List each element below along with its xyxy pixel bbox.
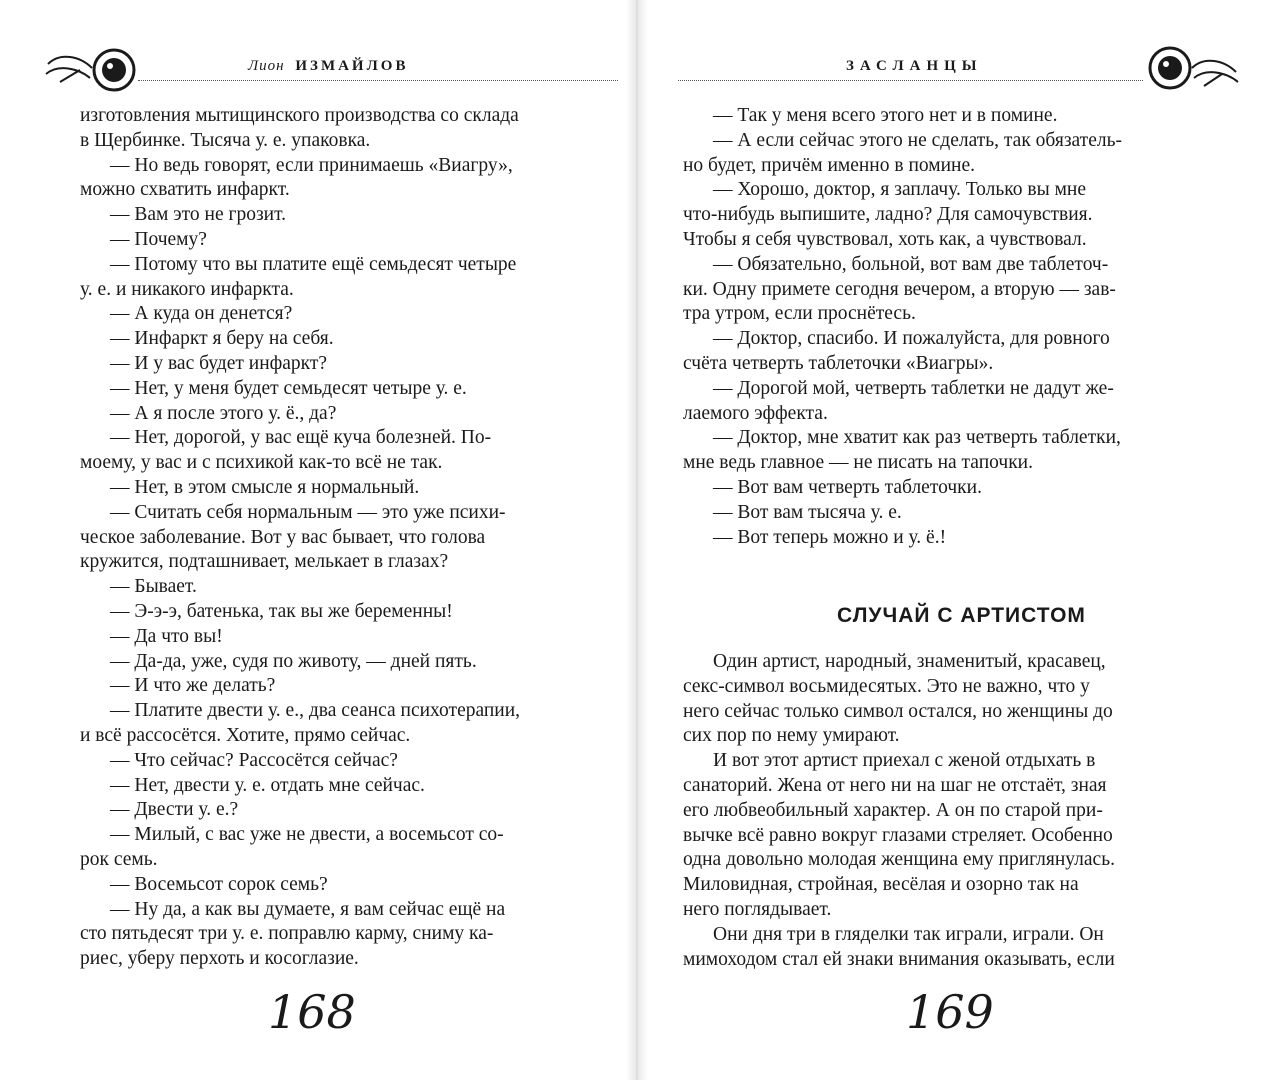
left-body-text (80, 104, 582, 972)
text-line: кружится, подташнивает, мелькает в глазах? (80, 551, 449, 573)
running-head-author (248, 58, 408, 82)
text-line: — Вот вам тысяча у. е. (713, 501, 902, 523)
running-head-title (846, 58, 983, 82)
text-line: и всё рассосётся. Хотите, прямо сейчас. (80, 724, 411, 746)
text-line: Чтобы я себя чувствовал, хоть как, а чувствовал. (683, 228, 1087, 250)
text-line: одна довольно молодая женщина ему приглянулась. (683, 849, 1115, 871)
text-line: счёта четверть таблеточки «Виагры». (683, 352, 994, 374)
text-line: — Обязательно, больной, вот вам две таблеточ- (713, 253, 1109, 275)
text-line: ки. Одну примете сегодня вечером, а вторую — зав- (683, 278, 1116, 300)
book-gutter (626, 0, 648, 1080)
text-line: рок семь. (80, 848, 158, 870)
astronaut-emblem-icon (1134, 34, 1244, 104)
text-line: — А куда он денется? (110, 303, 293, 325)
text-line: — И у вас будет инфаркт? (110, 352, 328, 374)
text-line: него поглядывает. (683, 898, 832, 920)
text-line: в Щербинке. Тысяча у. е. упаковка. (80, 129, 371, 151)
book-title: ЗАСЛАНЦЫ (846, 58, 983, 74)
text-line: — Нет, в этом смысле я нормальный. (110, 476, 420, 498)
text-line: мимоходом стал ей знаки внимания оказывать, если (683, 948, 1115, 970)
text-line: — Вот теперь можно и у. ё.! (713, 526, 947, 548)
text-line: можно схватить инфаркт. (80, 179, 290, 201)
text-line: вычке всё равно вокруг глазами стреляет. Особенно (683, 824, 1113, 846)
text-line: — Платите двести у. е., два сеанса психотерапии, (110, 700, 521, 722)
text-line: но будет, причём именно в помине. (683, 154, 976, 176)
header-dotted-rule (138, 80, 618, 81)
text-line: — Считать себя нормальным — это уже психи- (110, 501, 506, 523)
text-line: секс-символ восьмидесятых. Это не важно, что у (683, 675, 1090, 697)
header-dotted-rule (678, 80, 1143, 81)
text-line: — Инфаркт я беру на себя. (110, 328, 334, 350)
chapter-heading: СЛУЧАЙ С АРТИСТОМ (837, 604, 1086, 627)
text-line: — Да-да, уже, судя по животу, — дней пять. (110, 650, 477, 672)
text-line: — И что же делать? (110, 675, 276, 697)
text-line: — Двести у. е.? (110, 799, 239, 821)
left-page (0, 0, 626, 1080)
right-page (648, 0, 1275, 1080)
text-line: — Нет, дорогой, у вас ещё куча болезней. По- (110, 427, 492, 449)
text-line: ческое заболевание. Вот у вас бывает, что голова (80, 526, 486, 548)
text-line: мне ведь главное — не писать на тапочки. (683, 452, 1033, 474)
text-line: — Почему? (110, 228, 207, 250)
text-line: — Ну да, а как вы думаете, я вам сейчас ещё на (110, 898, 506, 920)
text-line: него сейчас только символ остался, но женщины до (683, 700, 1113, 722)
text-line: — Восемьсот сорок семь? (110, 873, 328, 895)
text-line: — Доктор, спасибо. И пожалуйста, для ровного (713, 328, 1110, 350)
text-line: — Вот вам четверть таблеточки. (713, 476, 982, 498)
text-line: — Так у меня всего этого нет и в помине. (713, 105, 1058, 126)
text-line: — Дорогой мой, четверть таблетки не дадут же- (713, 377, 1114, 399)
chapter-body-text (683, 650, 1185, 972)
author-first-name: Лион (248, 58, 285, 74)
text-line: санаторий. Жена от него ни на шаг не отстаёт, зная (683, 774, 1107, 796)
text-line: — Хорошо, доктор, я заплачу. Только вы мне (713, 179, 1087, 201)
text-line: Они дня три в гляделки так играли, играли. Он (713, 923, 1104, 945)
text-line: тра утром, если проснётесь. (683, 303, 916, 325)
text-line: изготовления мытищинского производства со склада (80, 105, 519, 126)
text-line: И вот этот артист приехал с женой отдыхать в (713, 750, 1096, 772)
text-line: моему, у вас и с психикой как-то всё не так. (80, 452, 443, 474)
text-line: Один артист, народный, знаменитый, красавец, (713, 651, 1106, 672)
text-line: сих пор по нему умирают. (683, 725, 900, 747)
text-line: что-нибудь выпишите, ладно? Для самочувствия. (683, 204, 1093, 226)
text-line: — Что сейчас? Рассосётся сейчас? (110, 749, 398, 771)
text-line: риес, уберу перхоть и косоглазие. (80, 948, 359, 970)
text-line: Миловидная, стройная, весёлая и озорно так на (683, 874, 1079, 896)
text-line: у. е. и никакого инфаркта. (80, 278, 294, 300)
astronaut-emblem-icon (40, 34, 150, 104)
text-line: сто пятьдесят три у. е. поправлю карму, сниму ка- (80, 923, 494, 945)
text-line: его любвеобильный характер. А он по старой при- (683, 799, 1103, 821)
text-line: — Потому что вы платите ещё семьдесят четыре (110, 253, 517, 275)
text-line: — А я после этого у. ё., да? (110, 402, 337, 424)
text-line: — А если сейчас этого не сделать, так обязатель- (713, 129, 1122, 151)
page-number: 168 (268, 985, 356, 1039)
text-line: — Да что вы! (110, 625, 223, 647)
text-line: — Но ведь говорят, если принимаешь «Виагру», (110, 154, 513, 176)
text-line: лаемого эффекта. (683, 402, 828, 424)
page-number: 169 (906, 985, 994, 1039)
text-line: — Доктор, мне хватит как раз четверть таблетки, (713, 427, 1121, 449)
author-last-name: ИЗМАЙЛОВ (295, 58, 409, 74)
text-line: — Нет, двести у. е. отдать мне сейчас. (110, 774, 425, 796)
text-line: — Нет, у меня будет семьдесят четыре у. е. (110, 377, 467, 399)
right-body-text (683, 104, 1185, 550)
text-line: — Бывает. (110, 576, 197, 598)
text-line: — Э-э-э, батенька, так вы же беременны! (110, 600, 453, 622)
text-line: — Вам это не грозит. (110, 204, 287, 226)
text-line: — Милый, с вас уже не двести, а восемьсот со- (110, 824, 504, 846)
